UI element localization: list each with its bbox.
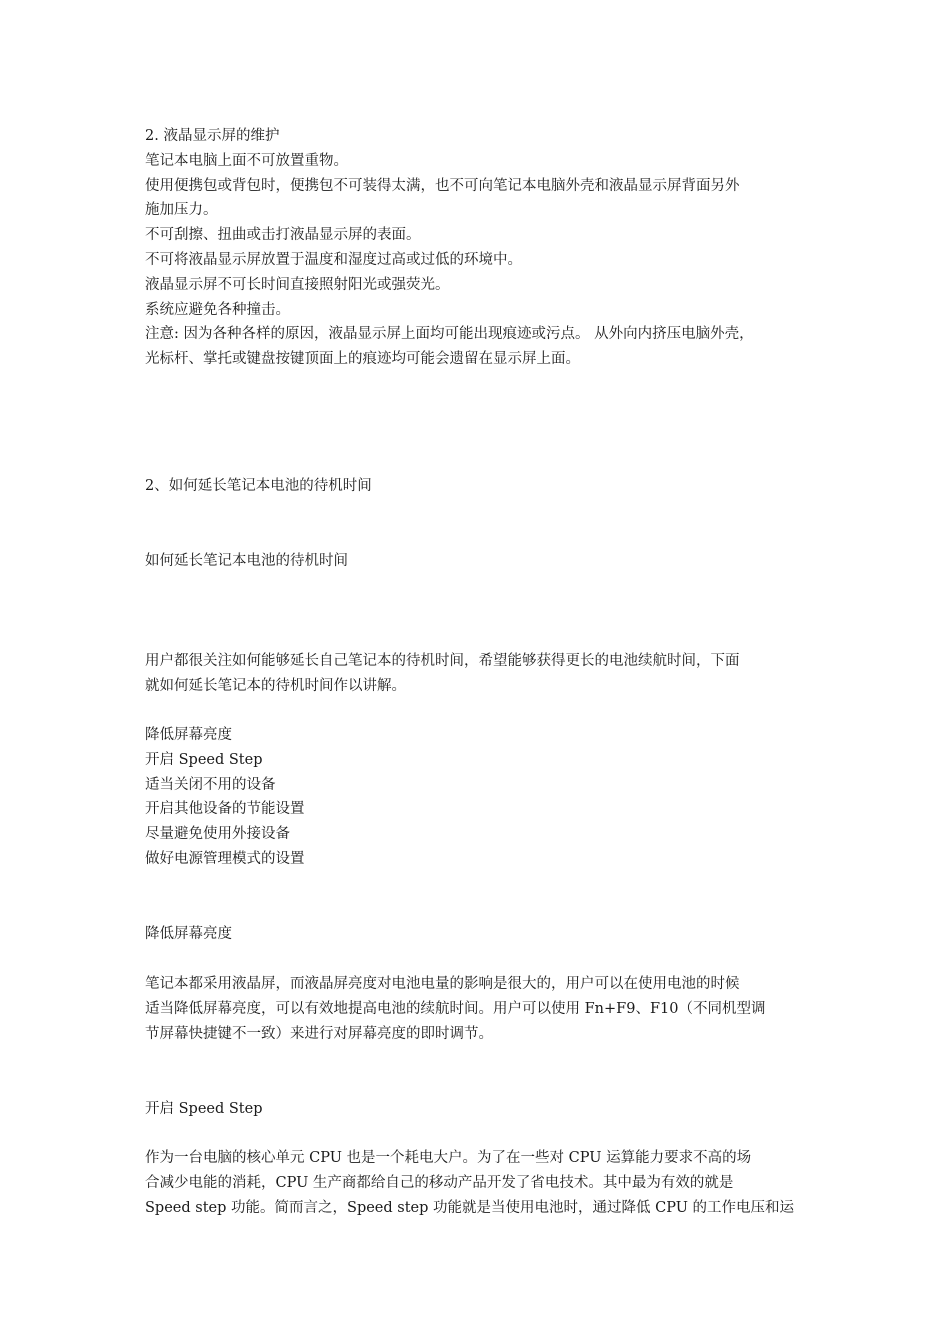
- tip-item-5: 尽量避免使用外接设备: [145, 826, 290, 843]
- brightness-line-3: 节屏幕快捷键不一致）来进行对屏幕亮度的即时调节。: [145, 1025, 493, 1042]
- battery-tips-list: [145, 723, 815, 872]
- brightness-line-1: 笔记本都采用液晶屏，而液晶屏亮度对电池电量的影响是很大的，用户可以在使用电池的时候: [145, 976, 740, 992]
- speedstep-paragraph: [145, 1146, 815, 1220]
- brightness-title: 降低屏幕亮度: [145, 926, 232, 942]
- tip-item-6: 做好电源管理模式的设置: [145, 850, 305, 867]
- battery-section-heading: 2、如何延长笔记本电池的待机时间: [145, 478, 372, 494]
- battery-section-heading-block: [145, 474, 815, 499]
- tip-item-1: 降低屏幕亮度: [145, 727, 232, 743]
- battery-intro-paragraph: [145, 649, 815, 699]
- speedstep-line-1: 作为一台电脑的核心单元 CPU 也是一个耗电大户。为了在一些对 CPU 运算能力要求不高的场: [145, 1150, 752, 1166]
- tip-item-4: 开启其他设备的节能设置: [145, 801, 305, 818]
- battery-subtitle-block: [145, 549, 815, 574]
- battery-intro-line-1: 用户都很关注如何能够延长自己笔记本的待机时间，希望能够获得更长的电池续航时间，下面: [145, 653, 740, 669]
- battery-subtitle: 如何延长笔记本电池的待机时间: [145, 553, 348, 569]
- brightness-title-block: [145, 922, 815, 947]
- speedstep-title-block: [145, 1097, 815, 1122]
- lcd-note-line-2: 光标杆、掌托或键盘按键顶面上的痕迹均可能会遗留在显示屏上面。: [145, 351, 580, 368]
- lcd-line-7: 系统应避免各种撞击。: [145, 301, 290, 318]
- speedstep-line-3: Speed step 功能。简而言之，Speed step 功能就是当使用电池时，通过降低 CPU 的工作电压和运: [145, 1199, 795, 1216]
- speedstep-title: 开启 Speed Step: [145, 1101, 263, 1117]
- lcd-section-heading: 2. 液晶显示屏的维护: [145, 128, 280, 144]
- speedstep-line-2: 合减少电能的消耗，CPU 生产商都给自己的移动产品开发了省电技术。其中最为有效的就是: [145, 1174, 734, 1191]
- brightness-paragraph: [145, 972, 815, 1046]
- battery-intro-line-2: 就如何延长笔记本的待机时间作以讲解。: [145, 677, 406, 694]
- tip-item-3: 适当关闭不用的设备: [145, 776, 276, 793]
- lcd-line-6: 液晶显示屏不可长时间直接照射阳光或强荧光。: [145, 276, 450, 293]
- lcd-line-2: 使用便携包或背包时，便携包不可装得太满，也不可向笔记本电脑外壳和液晶显示屏背面另外: [145, 177, 740, 194]
- lcd-maintenance-section: [145, 124, 815, 372]
- lcd-line-1: 笔记本电脑上面不可放置重物。: [145, 152, 348, 169]
- tip-item-2: 开启 Speed Step: [145, 751, 263, 768]
- lcd-line-5: 不可将液晶显示屏放置于温度和湿度过高或过低的环境中。: [145, 251, 522, 268]
- lcd-line-3: 施加压力。: [145, 202, 218, 219]
- brightness-line-2: 适当降低屏幕亮度，可以有效地提高电池的续航时间。用户可以使用 Fn+F9、F10（不同机型调: [145, 1000, 766, 1017]
- lcd-line-4: 不可刮擦、扭曲或击打液晶显示屏的表面。: [145, 227, 421, 244]
- lcd-note-line-1: 注意: 因为各种各样的原因，液晶显示屏上面均可能出现痕迹或污点。 从外向内挤压电脑外壳，: [145, 326, 754, 343]
